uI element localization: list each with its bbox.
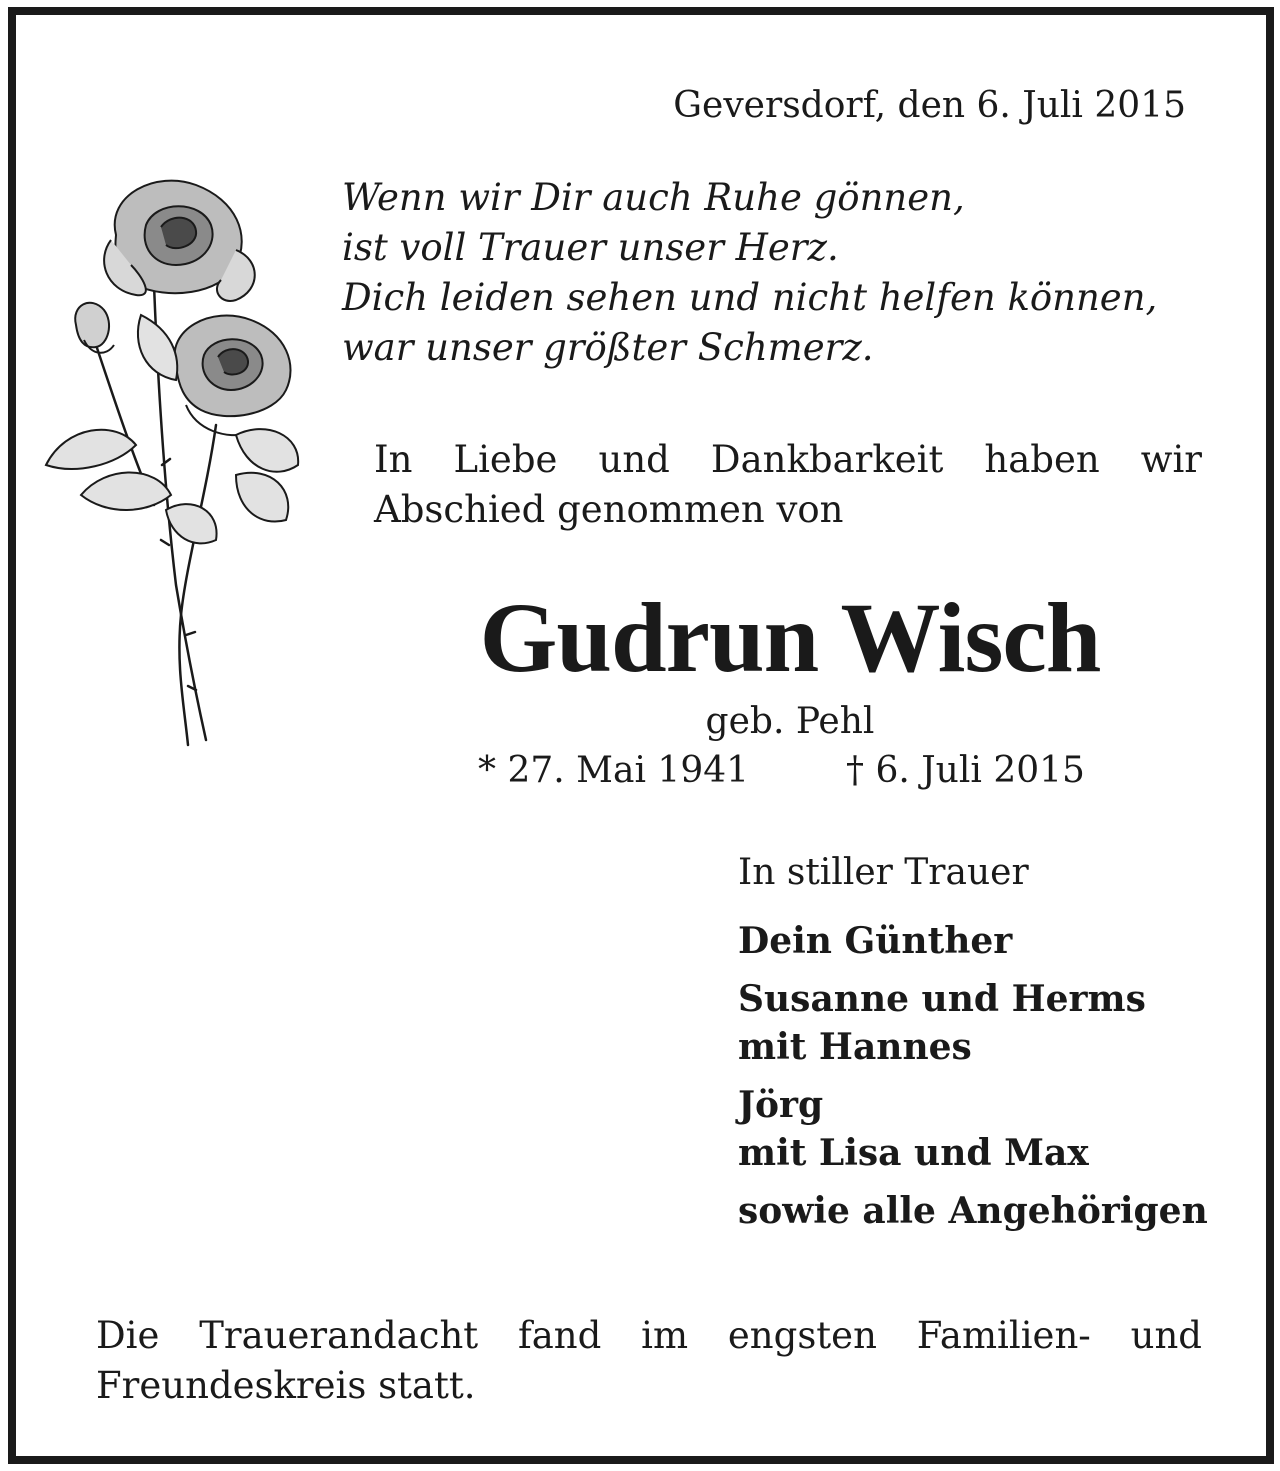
rose-bud [75, 303, 114, 353]
closing-note [96, 1311, 1202, 1411]
intro-line-2: Abschied genommen von [374, 488, 844, 531]
mourning-heading: In stiller Trauer [738, 852, 1029, 893]
rose-bloom-bottom [175, 316, 291, 436]
mourner-group [738, 917, 1208, 965]
intro-line-1: In Liebe und Dankbarkeit haben wir [374, 438, 1202, 481]
poem-line: ist voll Trauer unser Herz. [342, 226, 839, 269]
mourner-line: Susanne und Herms [738, 978, 1146, 1020]
rose-illustration [36, 165, 316, 755]
mourner-line: sowie alle Angehörigen [738, 1190, 1208, 1232]
obituary-frame [8, 7, 1274, 1464]
poem-line: war unser größter Schmerz. [342, 326, 874, 369]
mourner-group [738, 1081, 1208, 1177]
closing-line-1: Die Trauerandacht fand im engsten Familien- und [96, 1314, 1202, 1357]
poem-line: Wenn wir Dir auch Ruhe gönnen, [342, 176, 965, 219]
mourner-line: mit Lisa und Max [738, 1132, 1089, 1174]
mourner-line: mit Hannes [738, 1026, 972, 1068]
mourner-line: Dein Günther [738, 920, 1013, 962]
mourners-block [738, 849, 1208, 1245]
mourner-group [738, 975, 1208, 1071]
place-date: Geversdorf, den 6. Juli 2015 [673, 85, 1186, 126]
memorial-poem [342, 173, 1202, 373]
mourner-group [738, 1187, 1208, 1235]
rose-bloom-top [104, 181, 255, 301]
poem-line: Dich leiden sehen und nicht helfen können, [342, 276, 1158, 319]
closing-line-2: Freundeskreis statt. [96, 1364, 476, 1407]
death-date: † 6. Juli 2015 [846, 750, 1085, 791]
farewell-intro [374, 435, 1202, 535]
birth-name: geb. Pehl [705, 701, 875, 742]
birth-date: * 27. Mai 1941 [478, 750, 750, 791]
deceased-name: Gudrun Wisch [479, 582, 1101, 693]
mourner-line: Jörg [738, 1084, 824, 1126]
